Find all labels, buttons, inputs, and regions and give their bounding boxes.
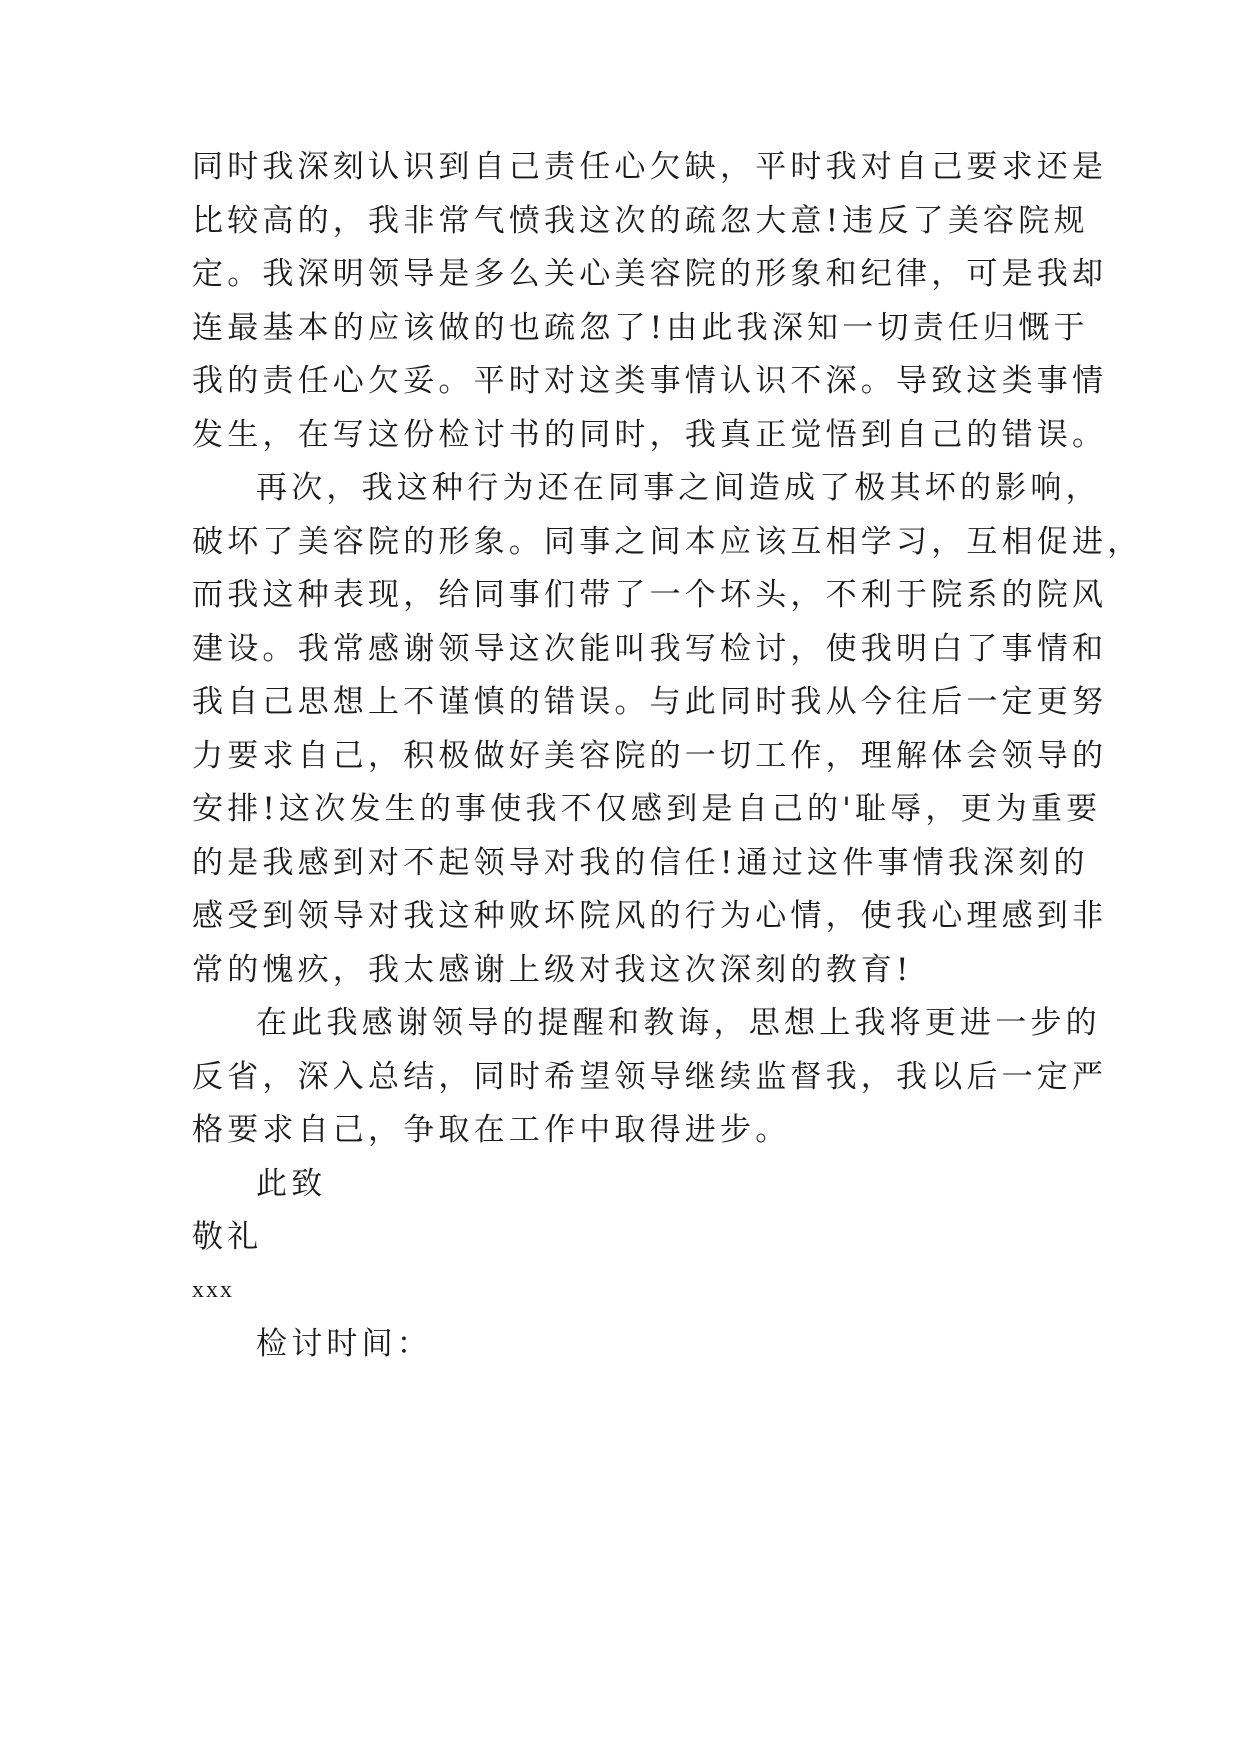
body-line: 我的责任心欠妥。平时对这类事情认识不深。导致这类事情 (192, 363, 1108, 399)
review-date-label: 检讨时间： (256, 1326, 432, 1362)
body-line: 常的愧疚，我太感谢上级对我这次深刻的教育! (192, 952, 913, 988)
body-line: 而我这种表现，给同事们带了一个坏头，不利于院系的院风 (192, 577, 1108, 613)
signature: xxx (192, 1277, 234, 1303)
paragraph-first-line: 再次，我这种行为还在同事之间造成了极其坏的影响， (256, 470, 1101, 506)
body-line: 建设。我常感谢领导这次能叫我写检讨，使我明白了事情和 (192, 631, 1108, 667)
salutation: 敬礼 (192, 1219, 263, 1255)
body-line: 我自己思想上不谨慎的错误。与此同时我从今往后一定更努 (192, 684, 1108, 720)
body-line: 破坏了美容院的形象。同事之间本应该互相学习，互相促进， (192, 524, 1143, 560)
body-line: 比较高的，我非常气愤我这次的疏忽大意!违反了美容院规 (192, 203, 1089, 239)
body-line: 连最基本的应该做的也疏忽了!由此我深知一切责任归慨于 (192, 310, 1089, 346)
closing-phrase: 此致 (256, 1166, 327, 1202)
body-line: 的是我感到对不起领导对我的信任!通过这件事情我深刻的 (192, 845, 1089, 881)
body-line: 安排!这次发生的事使我不仅感到是自己的'耻辱，更为重要 (192, 791, 1102, 827)
body-line: 同时我深刻认识到自己责任心欠缺，平时我对自己要求还是 (192, 149, 1108, 185)
body-line: 感受到领导对我这种败坏院风的行为心情，使我心理感到非 (192, 898, 1108, 934)
body-line: 定。我深明领导是多么关心美容院的形象和纪律，可是我却 (192, 256, 1108, 292)
body-line: 反省，深入总结，同时希望领导继续监督我，我以后一定严 (192, 1059, 1108, 1095)
body-line: 发生，在写这份检讨书的同时，我真正觉悟到自己的错误。 (192, 417, 1108, 453)
body-line: 格要求自己，争取在工作中取得进步。 (192, 1112, 791, 1148)
body-line: 力要求自己，积极做好美容院的一切工作，理解体会领导的 (192, 738, 1108, 774)
paragraph-first-line: 在此我感谢领导的提醒和教诲，思想上我将更进一步的 (256, 1005, 1101, 1041)
